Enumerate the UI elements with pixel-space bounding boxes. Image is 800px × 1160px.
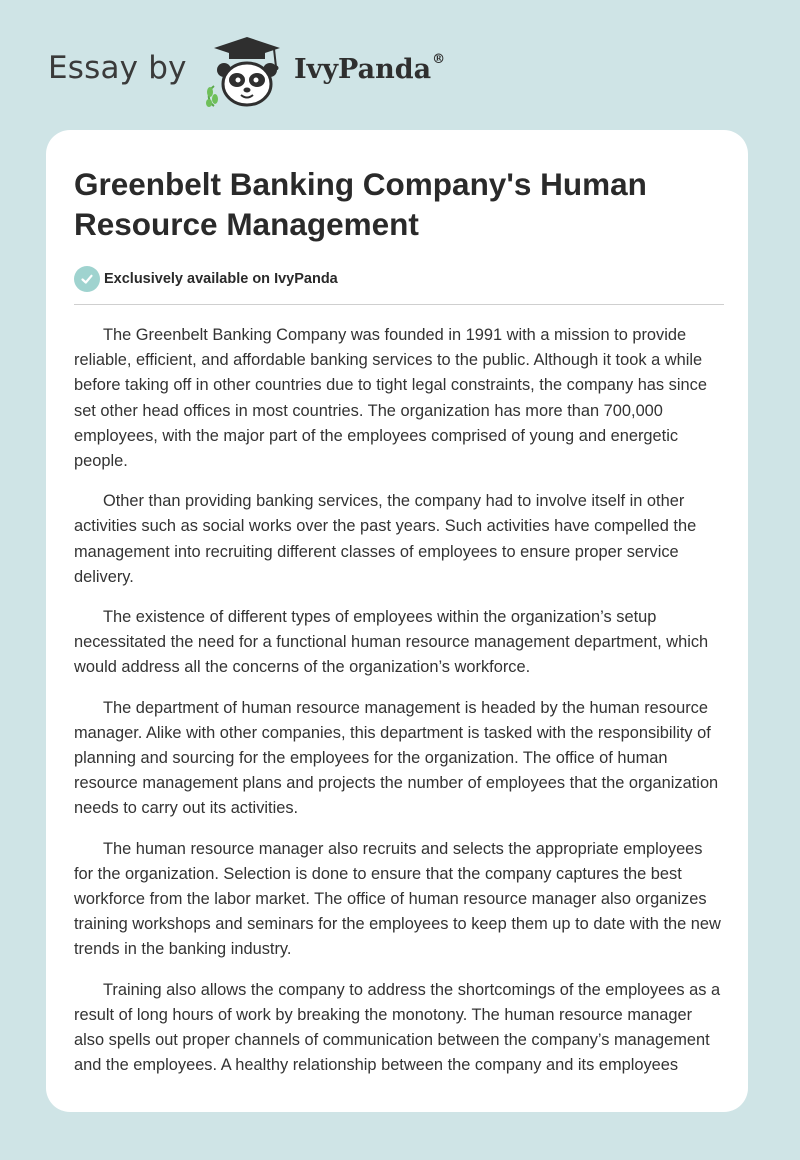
essay-card (46, 130, 748, 1112)
paragraph: Other than providing banking services, the company had to involve itself in other activities such as social works over the past years. Such activities have compelled the management into recruiting different classes of employees to ensure proper service delivery. (74, 492, 697, 586)
essay-body (74, 323, 724, 1078)
brand-name: IvyPanda (294, 54, 432, 85)
paragraph: The Greenbelt Banking Company was founded in 1991 with a mission to provide reliable, efficient, and affordable banking services to the public. Although it took a while before taking off in other countries due to tight legal constraints, the company has since set other head offices in most countries. The organization has more than 700,000 employees, with the major part of the employees comprised of young and energetic people. (74, 326, 707, 471)
checkmark-icon (74, 266, 100, 292)
paragraph: The department of human resource management is headed by the human resource manager. Alike with other companies, this department is tasked with the responsibility of planning and sourcing for the employees for the organization. The office of human resource management plans and projects the number of employees that the organization needs to carry out its activities. (74, 698, 719, 818)
paragraph: Training also allows the company to address the shortcomings of the employees as a result of long hours of work by breaking the monotony. The human resource manager also spells out proper channels of communication between the company’s management and the employees. A healthy relationship between the company and its employees (74, 980, 721, 1075)
badge-label: Exclusively available on IvyPanda (104, 271, 338, 287)
panda-mascot-icon[interactable] (202, 34, 292, 110)
paragraph: The existence of different types of employees within the organization’s setup necessitated the need for a functional human resource management department, which would address all the concerns of the organization’s workforce. (74, 608, 709, 677)
exclusive-badge (74, 266, 724, 292)
paragraph: The human resource manager also recruits and selects the appropriate employees for the organization. Selection is done to ensure that the company captures the best workforce from the labor market. The office of human resource manager also organizes training workshops and seminars for the employees to keep them up to date with the new trends in the banking industry. (74, 839, 721, 959)
essay-content (74, 130, 724, 1093)
registered-mark: ® (432, 52, 446, 67)
essay-by-label: Essay by (48, 50, 187, 86)
site-header (48, 30, 508, 110)
page-title: Greenbelt Banking Company's Human Resource Management (74, 166, 647, 242)
brand-logo[interactable] (294, 54, 445, 85)
divider (74, 304, 724, 305)
